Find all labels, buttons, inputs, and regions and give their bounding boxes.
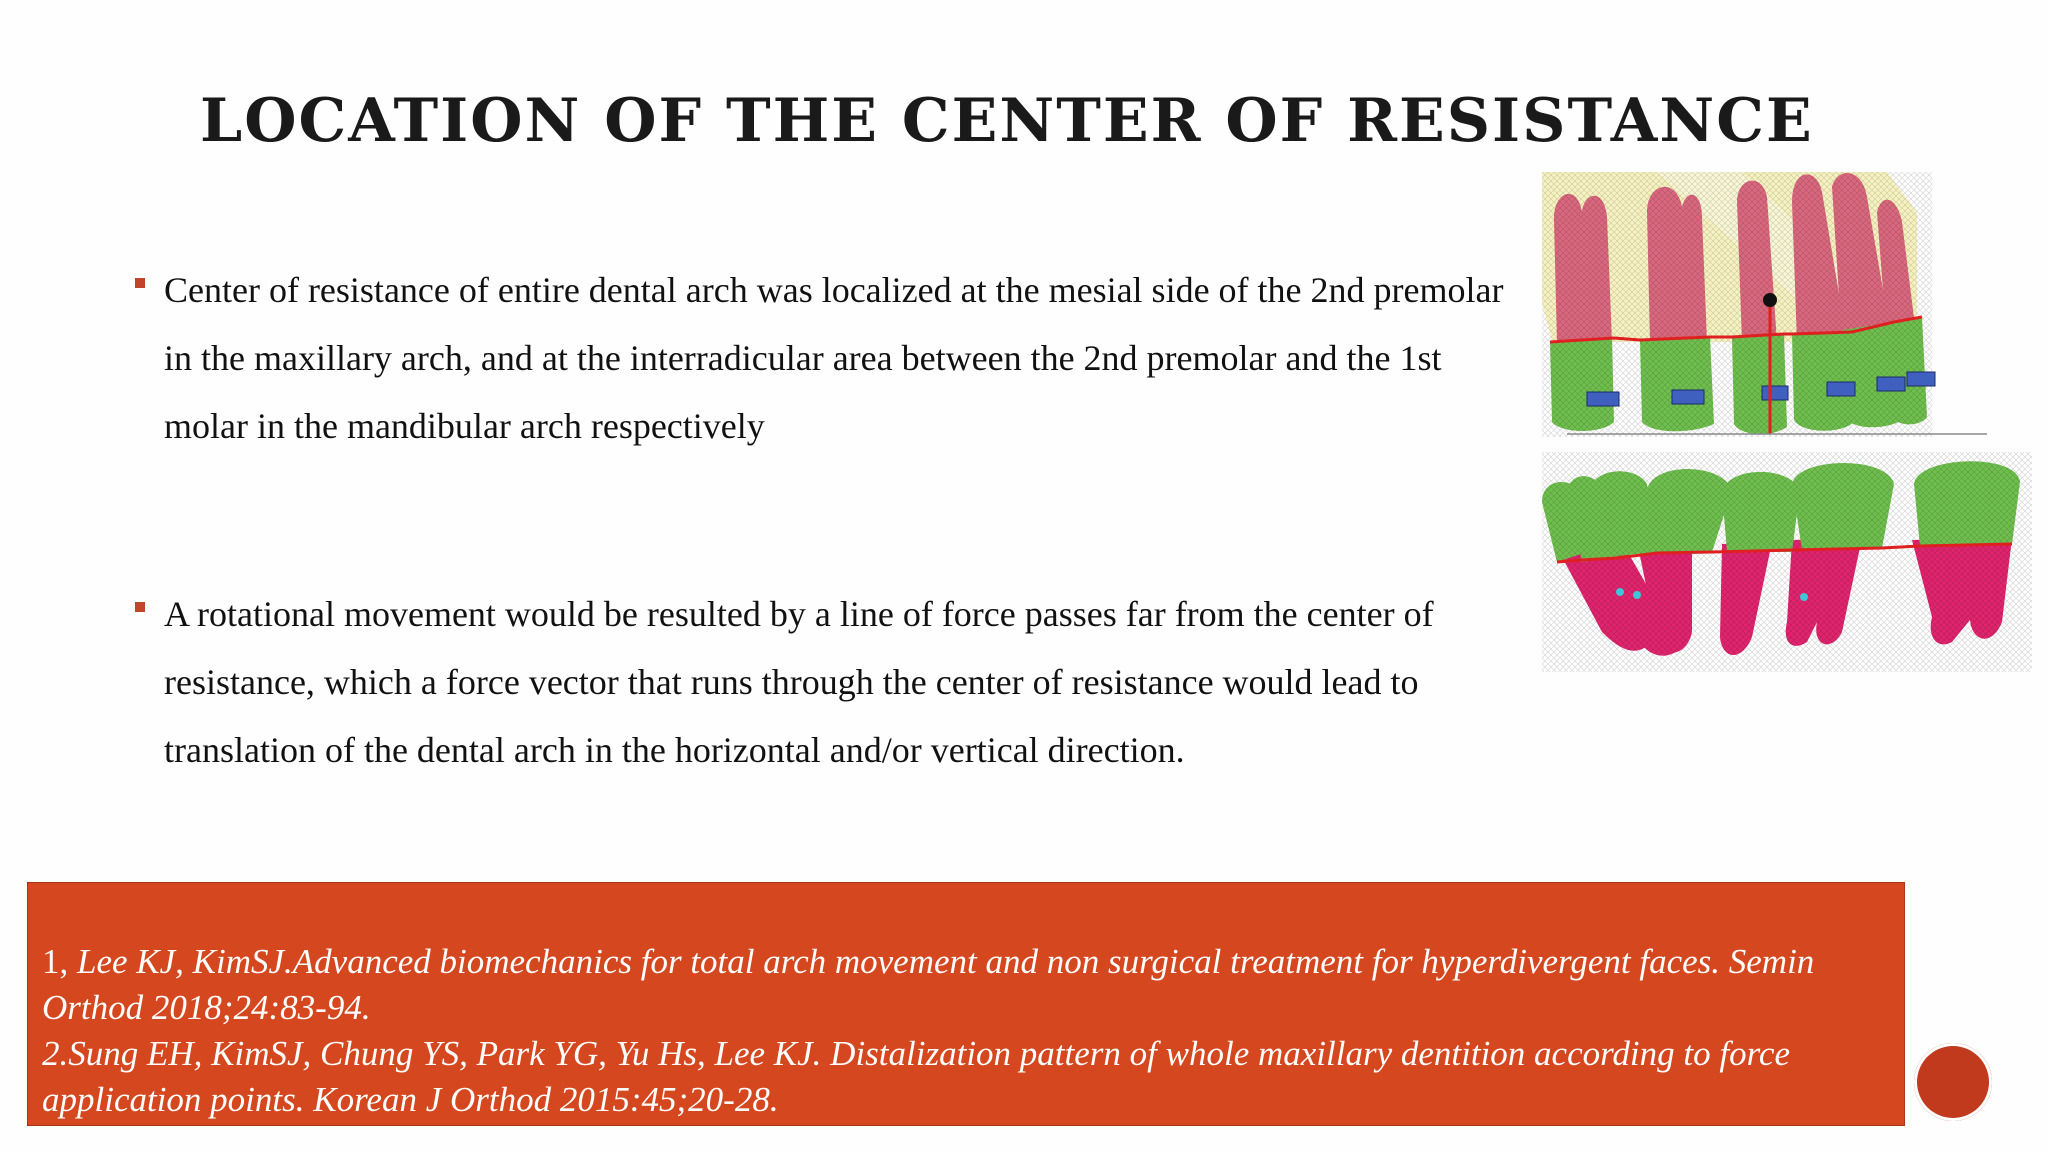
bullet-text: Center of resistance of entire dental arch was localized at the mesial side of the 2nd premolar in the maxillary arch, and at the interradicular area between the 2nd premolar and the 1st molar in the mandibular arch respectively (164, 270, 1504, 446)
bullet-marker-icon (135, 278, 145, 288)
bullet-item (135, 580, 1520, 784)
slide-number-badge (1914, 1043, 1992, 1121)
bullet-item (135, 256, 1520, 460)
references-box (27, 882, 1905, 1126)
references-text (42, 939, 1898, 1123)
reference-2: 2.Sung EH, KimSJ, Chung YS, Park YG, Yu Hs, Lee KJ. Distalization pattern of whole maxillary dentition according to force application points. Korean J Orthod 2015:45;20-28. (42, 1034, 1791, 1119)
reference-1-number: 1, (42, 942, 69, 981)
bullet-text: A rotational movement would be resulted by a line of force passes far from the center of resistance, which a force vector that runs through the center of resistance would lead to translation of the dental arch in the horizontal and/or vertical direction. (164, 594, 1434, 770)
dental-model-image (1542, 172, 2032, 672)
slide-title: LOCATION OF THE CENTER OF RESISTANCE (200, 86, 1814, 156)
maxillary-arch-model (1542, 172, 1987, 437)
reference-1: Lee KJ, KimSJ.Advanced biomechanics for total arch movement and non surgical treatment for hyperdivergent faces. Semin Orthod 2018;24:83-94. (42, 942, 1815, 1027)
mandibular-arch-model (1542, 452, 2032, 672)
bullet-marker-icon (135, 602, 145, 612)
